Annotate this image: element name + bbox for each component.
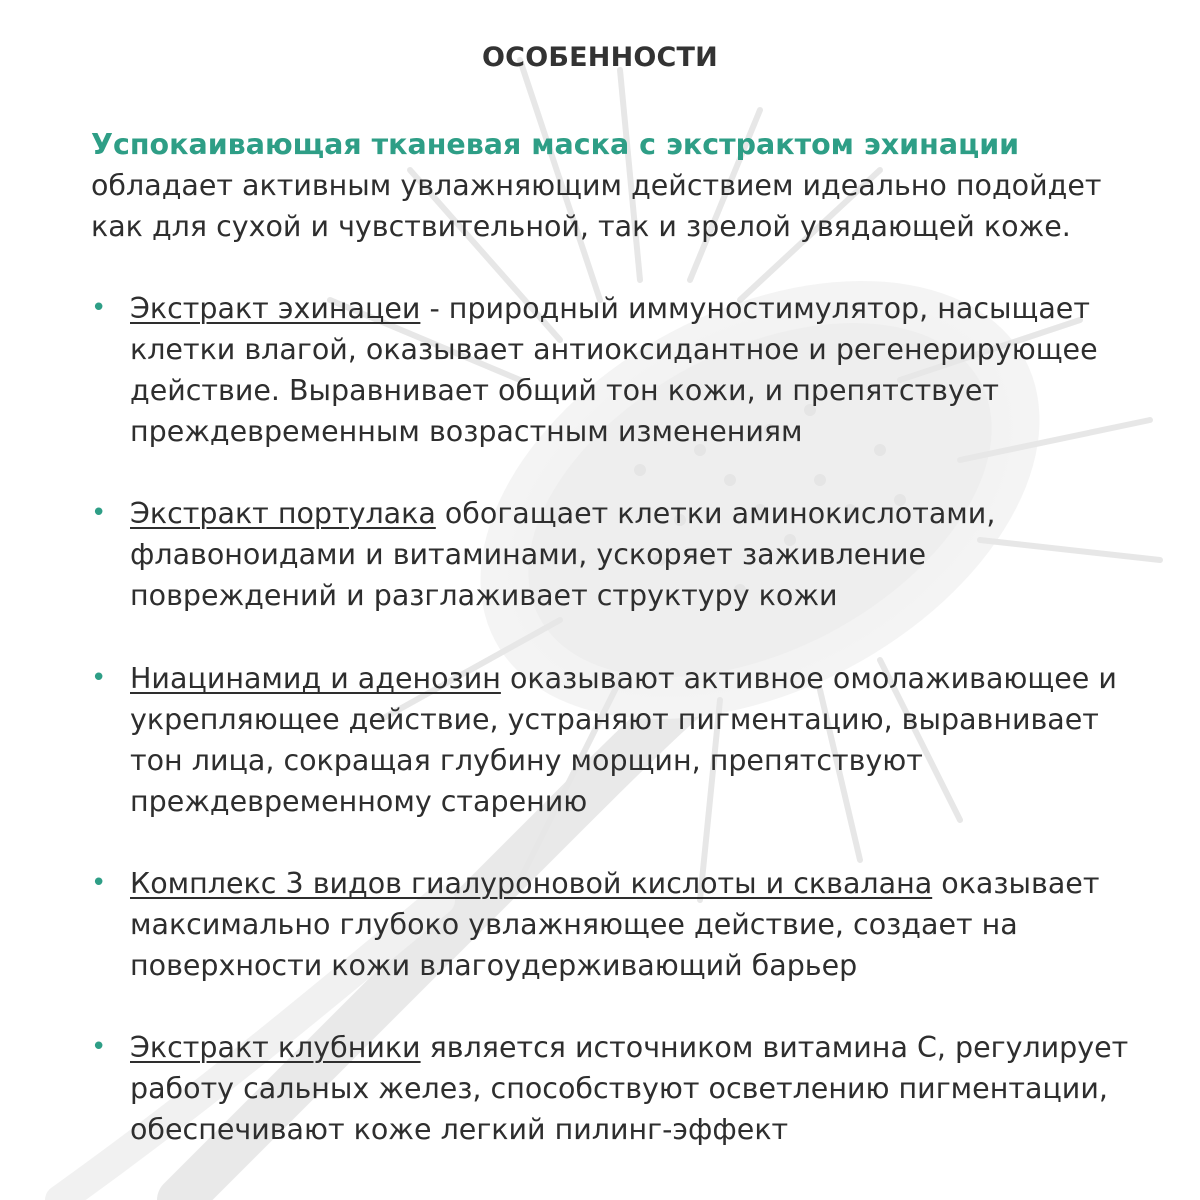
feature-item xyxy=(91,658,1131,822)
feature-text xyxy=(130,1027,1131,1150)
bullet-icon: • xyxy=(91,1032,107,1062)
intro-text: обладает активным увлажняющим действием идеально подойдет как для сухой и чувствительной, так и зрелой увядающей коже. xyxy=(91,169,1102,243)
bullet-icon: • xyxy=(91,663,107,693)
product-name: Успокаивающая тканевая маска с экстрактом эхинации xyxy=(91,128,1020,161)
feature-term: Экстракт клубники xyxy=(130,1031,421,1064)
feature-description: оказывает максимально глубоко увлажняющее действие, создает на поверхности кожи влагоудерживающий барьер xyxy=(130,867,1100,982)
feature-term: Ниацинамид и аденозин xyxy=(130,662,501,695)
bullet-icon: • xyxy=(91,868,107,898)
feature-text xyxy=(130,863,1131,986)
bullet-icon: • xyxy=(91,293,107,323)
feature-item xyxy=(91,1027,1131,1150)
feature-term: Экстракт эхинацеи xyxy=(130,292,421,325)
bullet-icon: • xyxy=(91,498,107,528)
intro-paragraph xyxy=(91,124,1121,247)
feature-term: Экстракт портулака xyxy=(130,497,436,530)
page-title: ОСОБЕННОСТИ xyxy=(482,42,718,73)
feature-item xyxy=(91,863,1131,986)
feature-description: является источником витамина С, регулирует работу сальных желез, способствуют осветлению пигментации, обеспечивают коже легкий пилинг-эффект xyxy=(130,1031,1129,1146)
feature-term: Комплекс 3 видов гиалуроновой кислоты и сквалана xyxy=(130,867,933,900)
feature-description: оказывают активное омолаживающее и укрепляющее действие, устраняют пигментацию, выравнивает тон лица, сокращая глубину морщин, препятствуют преждевременному старению xyxy=(130,662,1117,818)
feature-text xyxy=(130,493,1131,616)
feature-item xyxy=(91,493,1131,616)
feature-description: обогащает клетки аминокислотами, флавоноидами и витаминами, ускоряет заживление повреждений и разглаживает структуру кожи xyxy=(130,497,996,612)
feature-item xyxy=(91,288,1131,452)
feature-text xyxy=(130,658,1131,822)
feature-text xyxy=(130,288,1131,452)
feature-description: - природный иммуностимулятор, насыщает клетки влагой, оказывает антиоксидантное и регенерирующее действие. Выравнивает общий тон кожи, и препятствует преждевременным возрастным изменениям xyxy=(130,292,1098,448)
